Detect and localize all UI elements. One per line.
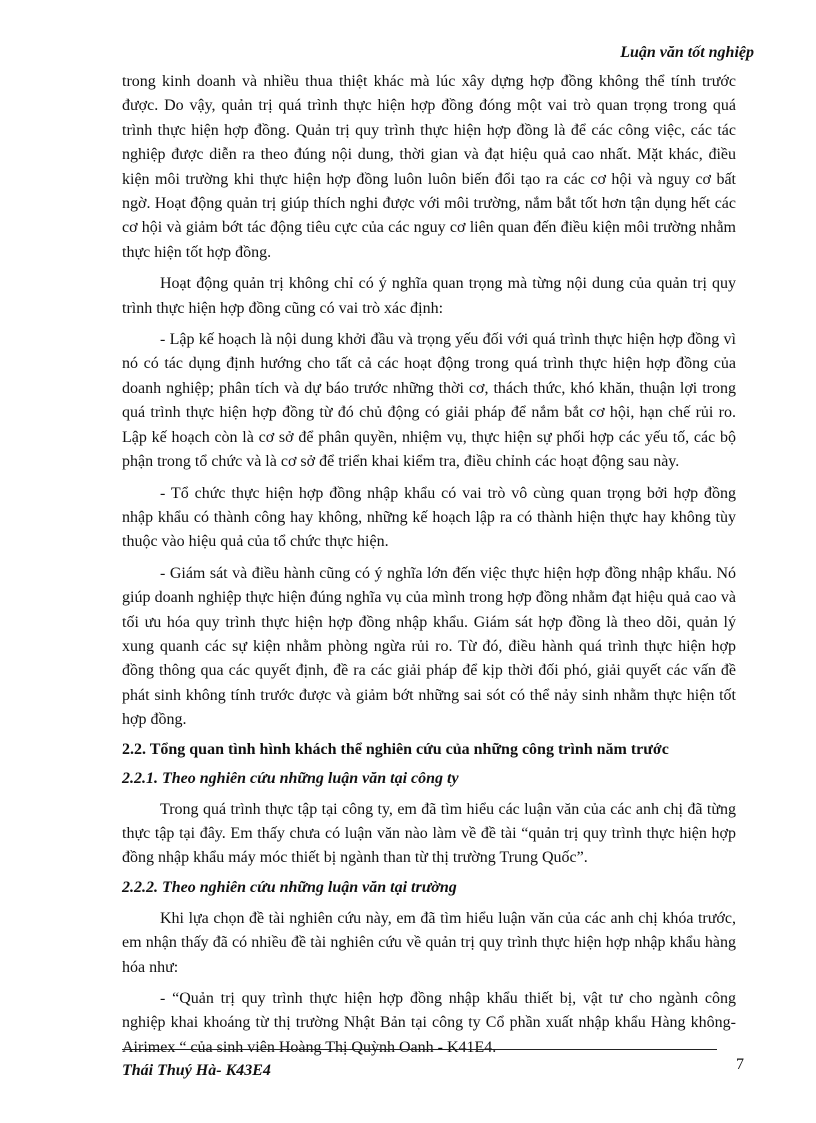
paragraph: trong kinh doanh và nhiều thua thiệt khác mà lúc xây dựng hợp đồng không thể tính trước được. Do vậy, quản trị quá trình thực hiện hợp đồng đóng một vai trò quan trọng trong quá trình thực hiện hợp đồng. Quản trị quy trình thực hiện hợp đồng là để các công việc, các tác nghiệp được diễn ra theo đúng nội dung, thời gian và đạt hiệu quả cao nhất. Mặt khác, điều kiện môi trường khi thực hiện hợp đồng luôn luôn biến đổi tạo ra các cơ hội và nguy cơ bất ngờ. Hoạt động quản trị giúp thích nghi được với môi trường, nắm bắt tốt hơn tận dụng hết các cơ hội và giảm bớt tác động tiêu cực của các nguy cơ liên quan đến điều kiện môi trường nhằm thực hiện tốt hợp đồng. bbox=[122, 73, 736, 261]
page-body bbox=[122, 70, 736, 1067]
paragraph: Hoạt động quản trị không chỉ có ý nghĩa quan trọng mà từng nội dung của quản trị quy trình thực hiện hợp đồng cũng có vai trò xác định: bbox=[122, 275, 736, 317]
footer-author: Thái Thuý Hà- K43E4 bbox=[122, 1062, 271, 1079]
list-item: - “Quản trị quy trình thực hiện hợp đồng nhập khẩu thiết bị, vật tư cho ngành công nghiệp khai khoáng từ thị trường Nhật Bản tại công ty Cổ phần xuất nhập khẩu Hàng không- Airimex “ của sinh viên Hoàng Thị Quỳnh Oanh - K41E4. bbox=[122, 990, 736, 1056]
running-header: Luận văn tốt nghiệp bbox=[620, 44, 754, 61]
subsection-heading: 2.2.1. Theo nghiên cứu những luận văn tại công ty bbox=[122, 769, 459, 787]
subsection-heading: 2.2.2. Theo nghiên cứu những luận văn tại trường bbox=[122, 878, 457, 896]
paragraph: Khi lựa chọn đề tài nghiên cứu này, em đã tìm hiểu luận văn của các anh chị khóa trước, em nhận thấy đã có nhiều đề tài nghiên cứu về quản trị quy trình thực hiện hợp nhập khẩu hàng hóa như: bbox=[122, 909, 736, 976]
page-number: 7 bbox=[736, 1056, 744, 1073]
list-item: - Tổ chức thực hiện hợp đồng nhập khẩu có vai trò vô cùng quan trọng bởi hợp đồng nhập khẩu có thành công hay không, những kế hoạch lập ra có thành hiện thực hay không tùy thuộc vào hiệu quả của tổ chức thực hiện. bbox=[122, 484, 736, 551]
footer-divider bbox=[122, 1049, 717, 1050]
list-item: - Giám sát và điều hành cũng có ý nghĩa lớn đến việc thực hiện hợp đồng nhập khẩu. Nó giúp doanh nghiệp thực hiện đúng nghĩa vụ của mình trong hợp đồng nhằm đạt hiệu quả cao và tối ưu hóa quy trình thực hiện hợp đồng nhập khẩu. Giám sát hợp đồng là theo dõi, quản lý xung quanh các sự kiện nhằm phòng ngừa rủi ro. Từ đó, điều hành quá trình thực hiện hợp đồng thông qua các quyết định, đề ra các giải pháp để kịp thời đối phó, giải quyết các vấn đề phát sinh không tính trước được và giảm bớt những sai sót có thể nảy sinh nhằm thực hiện tốt hợp đồng. bbox=[122, 564, 736, 729]
paragraph: Trong quá trình thực tập tại công ty, em đã tìm hiểu các luận văn của các anh chị đã từng thực tập tại đây. Em thấy chưa có luận văn nào làm về đề tài “quản trị quy trình thực hiện hợp đồng nhập khẩu máy móc thiết bị ngành than từ thị trường Trung Quốc”. bbox=[122, 800, 736, 867]
section-heading: 2.2. Tổng quan tình hình khách thể nghiên cứu của những công trình năm trước bbox=[122, 740, 669, 758]
list-item: - Lập kế hoạch là nội dung khởi đầu và trọng yếu đối với quá trình thực hiện hợp đồng vì nó có tác dụng định hướng cho tất cả các hoạt động trong quá trình thực hiện hợp đồng của doanh nghiệp; phân tích và dự báo trước những thời cơ, thách thức, khó khăn, thuận lợi trong quá trình thực hiện hợp đồng từ đó chủ động có giải pháp để nắm bắt cơ hội, hạn chế rủi ro. Lập kế hoạch còn là cơ sở để phân quyền, nhiệm vụ, thực hiện sự phối hợp các yếu tố, các bộ phận trong tổ chức và là cơ sở để triển khai kiểm tra, điều chỉnh các hoạt động sau này. bbox=[122, 331, 736, 471]
